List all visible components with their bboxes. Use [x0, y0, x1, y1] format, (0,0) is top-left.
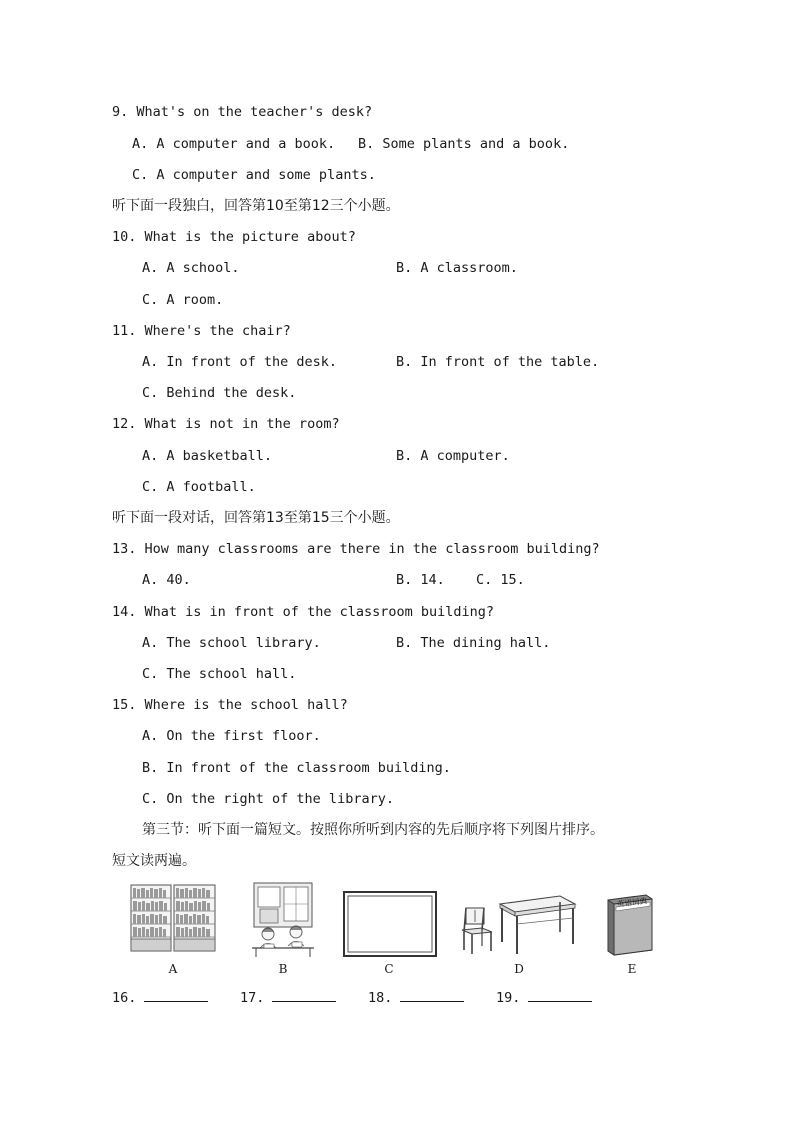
q13-question: 13. How many classrooms are there in the classroom building?: [112, 541, 600, 557]
q15-option-c: C. On the right of the library.: [142, 791, 394, 807]
answer-16-number: 16.: [112, 990, 137, 1006]
q12-option-b: B. A computer.: [396, 448, 510, 464]
q12-question: 12. What is not in the room?: [112, 416, 340, 432]
dictionary-title: 英语词典: [616, 896, 648, 909]
q10-option-b: B. A classroom.: [396, 260, 518, 276]
picture-d-label: D: [514, 962, 524, 976]
q15-option-b: B. In front of the classroom building.: [142, 760, 451, 776]
q13-option-c: C. 15.: [476, 572, 525, 588]
answer-16: [112, 988, 208, 1007]
q14-option-c: C. The school hall.: [142, 666, 297, 682]
q11-option-a: A. In front of the desk.: [142, 354, 338, 370]
q12-option-a: A. A basketball.: [142, 448, 273, 464]
q15-option-a: A. On the first floor.: [142, 728, 321, 744]
answer-19-blank[interactable]: [528, 988, 592, 1002]
answer-17: [240, 988, 336, 1007]
answer-17-number: 17.: [240, 990, 265, 1006]
q10-option-a: A. A school.: [142, 260, 240, 276]
bookshelf-picture: [130, 884, 216, 952]
blackboard-picture: [343, 891, 437, 957]
q14-option-a: A. The school library.: [142, 635, 321, 651]
picture-c-label: C: [384, 962, 394, 976]
q10-question: 10. What is the picture about?: [112, 229, 356, 245]
classroom-students-picture: [250, 882, 316, 958]
answer-17-blank[interactable]: [272, 988, 336, 1002]
answer-19-number: 19.: [496, 990, 521, 1006]
q11-option-b: B. In front of the table.: [396, 354, 600, 370]
q9-option-b: B. Some plants and a book.: [358, 136, 570, 152]
q11-option-c: C. Behind the desk.: [142, 385, 297, 401]
answer-19: [496, 988, 592, 1007]
picture-e-label: E: [627, 962, 637, 976]
q14-question: 14. What is in front of the classroom building?: [112, 604, 495, 620]
q9-option-a: A. A computer and a book.: [132, 136, 336, 152]
q12-option-c: C. A football.: [142, 479, 256, 495]
picture-a-label: A: [168, 962, 178, 976]
section3-instruction-line1: 第三节：听下面一篇短文。按照你所听到内容的先后顺序将下列图片排序。: [142, 822, 604, 838]
section3-instruction-line2: 短文读两遍。: [112, 853, 196, 869]
q15-question: 15. Where is the school hall?: [112, 697, 348, 713]
q10-option-c: C. A room.: [142, 292, 224, 308]
answer-18: [368, 988, 464, 1007]
picture-b-label: B: [278, 962, 288, 976]
q9-option-c: C. A computer and some plants.: [132, 167, 376, 183]
section2-instruction: 听下面一段对话，回答第13至第15三个小题。: [112, 510, 400, 526]
dictionary-picture: [604, 894, 654, 956]
q14-option-b: B. The dining hall.: [396, 635, 551, 651]
desk-and-chair-picture: [460, 894, 578, 956]
q11-question: 11. Where's the chair?: [112, 323, 291, 339]
q9-question: 9. What's on the teacher's desk?: [112, 104, 373, 120]
answer-16-blank[interactable]: [144, 988, 208, 1002]
answer-18-blank[interactable]: [400, 988, 464, 1002]
q13-option-b: B. 14.: [396, 572, 445, 588]
q13-option-a: A. 40.: [142, 572, 191, 588]
answer-18-number: 18.: [368, 990, 393, 1006]
section1-instruction: 听下面一段独白，回答第10至第12三个小题。: [112, 198, 400, 214]
